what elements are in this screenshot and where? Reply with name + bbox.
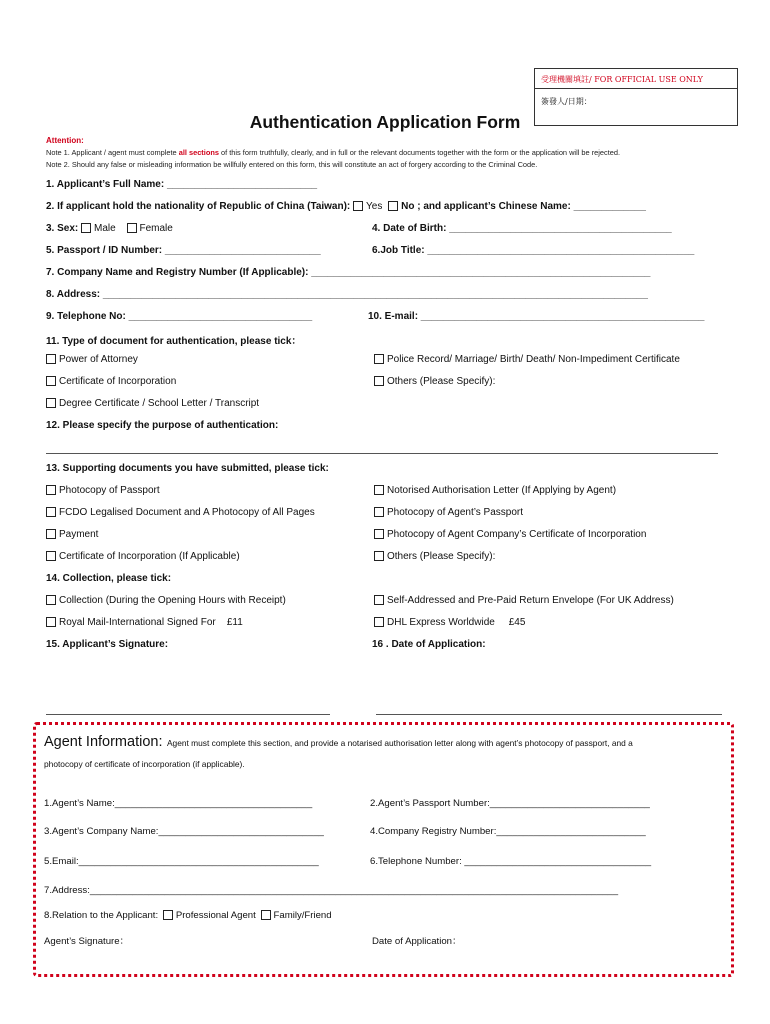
agent-address-field[interactable]: 7.Address:___________________________________________________________________________________________________: [44, 885, 619, 896]
checkbox[interactable]: [46, 485, 56, 495]
chinese-name-field[interactable]: No ; and applicant’s Chinese Name: _____________: [401, 201, 646, 212]
option-label: Degree Certificate / School Letter / Transcript: [59, 398, 260, 409]
agent-telephone-field[interactable]: 6.Telephone Number: ___________________________________: [370, 856, 652, 867]
doc-type-option[interactable]: [374, 376, 495, 387]
sex-female-checkbox[interactable]: [127, 223, 137, 233]
address-field[interactable]: 8. Address: __________________________________________________________________________________________________: [46, 289, 648, 300]
sex-row: [46, 223, 173, 234]
checkbox[interactable]: [374, 507, 384, 517]
applicant-signature-label: 15. Applicant’s Signature:: [46, 639, 169, 650]
applicant-name-field[interactable]: 1. Applicant’s Full Name: ___________________________: [46, 179, 318, 190]
option-label: Notorised Authorisation Letter (If Applying by Agent): [387, 485, 617, 496]
option-label: Certificate of Incorporation (If Applicable): [59, 551, 240, 562]
doc-type-option[interactable]: [374, 354, 680, 365]
nationality-row: [46, 201, 646, 212]
option-label: Photocopy of Agent’s Passport: [387, 507, 524, 518]
option-label: Others (Please Specify):: [387, 551, 496, 562]
dob-field[interactable]: 4. Date of Birth: ________________________________________: [372, 223, 672, 234]
family-friend-checkbox[interactable]: [261, 910, 271, 920]
agent-heading: Agent Information:: [44, 734, 163, 750]
agent-heading-row: [44, 733, 633, 751]
agent-relation-row: [44, 910, 332, 921]
professional-agent-checkbox[interactable]: [163, 910, 173, 920]
sex-male-checkbox[interactable]: [81, 223, 91, 233]
professional-agent-label: Professional Agent: [175, 910, 256, 921]
supporting-doc-option[interactable]: [46, 507, 315, 518]
telephone-field[interactable]: 9. Telephone No: _________________________________: [46, 311, 313, 322]
family-friend-label: Family/Friend: [273, 910, 332, 921]
checkbox[interactable]: [46, 551, 56, 561]
supporting-doc-option[interactable]: [374, 529, 646, 540]
supporting-doc-option[interactable]: [374, 507, 523, 518]
checkbox[interactable]: [46, 529, 56, 539]
doc-type-option[interactable]: [46, 376, 176, 387]
collection-option[interactable]: [374, 617, 525, 628]
doc-type-option[interactable]: [46, 354, 138, 365]
option-label: Self-Addressed and Pre-Paid Return Envelope (For UK Address): [387, 595, 674, 606]
checkbox[interactable]: [374, 376, 384, 386]
job-title-field[interactable]: 6.Job Title: ________________________________________________: [372, 245, 695, 256]
date-of-application-label: 16 . Date of Application:: [372, 639, 486, 650]
official-use-label: 受理機關填註/ FOR OFFICIAL USE ONLY: [535, 69, 737, 89]
passport-id-field[interactable]: 5. Passport / ID Number: ____________________________: [46, 245, 321, 256]
attention-heading: Attention:: [46, 136, 84, 145]
agent-instruction-2: photocopy of certificate of incorporation (if applicable).: [44, 759, 245, 769]
option-label: Power of Attorney: [59, 354, 138, 365]
note-2: Note 2. Should any false or misleading information be willfully entered on this form, this will constitute an act of forgery according to the Criminal Code.: [46, 160, 538, 169]
company-field[interactable]: 7. Company Name and Registry Number (If Applicable): _____________________________________________________________: [46, 267, 651, 278]
collection-option[interactable]: [46, 617, 243, 628]
option-label: Photocopy of Passport: [59, 485, 160, 496]
nationality-yes-label: Yes: [366, 201, 383, 212]
agent-instruction-1: Agent must complete this section, and provide a notarised authorisation letter along with agent’s photocopy of passport, and a: [166, 738, 633, 748]
checkbox[interactable]: [46, 376, 56, 386]
collection-option[interactable]: [46, 595, 286, 606]
checkbox[interactable]: [46, 617, 56, 627]
sex-label: 3. Sex:: [46, 223, 79, 234]
nationality-yes-checkbox[interactable]: [353, 201, 363, 211]
checkbox[interactable]: [374, 529, 384, 539]
sex-male-label: Male: [94, 223, 116, 234]
relation-label: 8.Relation to the Applicant:: [44, 910, 159, 921]
date-of-application-line[interactable]: [376, 714, 722, 715]
applicant-signature-line[interactable]: [46, 714, 330, 715]
email-field[interactable]: 10. E-mail: ___________________________________________________: [368, 311, 705, 322]
doc-type-option[interactable]: [46, 398, 259, 409]
checkbox[interactable]: [46, 507, 56, 517]
nationality-question: 2. If applicant hold the nationality of Republic of China (Taiwan):: [46, 201, 351, 212]
note-1-emphasis: all sections: [178, 148, 219, 157]
agent-date-label: Date of Application：: [372, 936, 462, 947]
checkbox[interactable]: [46, 595, 56, 605]
supporting-doc-option[interactable]: [46, 485, 160, 496]
agent-company-field[interactable]: 3.Agent’s Company Name:_______________________________: [44, 826, 324, 837]
section-12-heading: 12. Please specify the purpose of authentication:: [46, 420, 279, 431]
agent-signature-label: Agent’s Signature：: [44, 936, 130, 947]
agent-passport-field[interactable]: 2.Agent’s Passport Number:______________________________: [370, 798, 650, 809]
section-14-heading: 14. Collection, please tick:: [46, 573, 172, 584]
supporting-doc-option[interactable]: [46, 529, 98, 540]
section-11-heading: 11. Type of document for authentication, please tick：: [46, 336, 302, 347]
option-label: Police Record/ Marriage/ Birth/ Death/ Non-Impediment Certificate: [387, 354, 680, 365]
option-label: Royal Mail-International Signed For £11: [59, 617, 243, 628]
supporting-doc-option[interactable]: [46, 551, 240, 562]
issuer-date-label: 簽發人/日期：: [541, 97, 592, 106]
supporting-doc-option[interactable]: [374, 485, 616, 496]
option-label: DHL Express Worldwide £45: [387, 617, 526, 628]
option-label: Certificate of Incorporation: [59, 376, 177, 387]
option-label: Others (Please Specify):: [387, 376, 496, 387]
agent-registry-field[interactable]: 4.Company Registry Number:____________________________: [370, 826, 646, 837]
section-13-heading: 13. Supporting documents you have submitted, please tick:: [46, 463, 329, 474]
checkbox[interactable]: [46, 398, 56, 408]
sex-female-label: Female: [139, 223, 173, 234]
checkbox[interactable]: [374, 617, 384, 627]
checkbox[interactable]: [374, 485, 384, 495]
agent-name-field[interactable]: 1.Agent’s Name:_____________________________________: [44, 798, 313, 809]
nationality-no-checkbox[interactable]: [388, 201, 398, 211]
checkbox[interactable]: [374, 595, 384, 605]
checkbox[interactable]: [374, 551, 384, 561]
option-label: Collection (During the Opening Hours with Receipt): [59, 595, 286, 606]
option-label: Payment: [59, 529, 99, 540]
checkbox[interactable]: [46, 354, 56, 364]
note-1-post: of this form truthfully, clearly, and in full or the relevant documents together with the form or the application will be rejected.: [218, 148, 621, 157]
supporting-doc-option[interactable]: [374, 551, 495, 562]
option-label: FCDO Legalised Document and A Photocopy of All Pages: [59, 507, 315, 518]
collection-option[interactable]: [374, 595, 674, 606]
note-1: [46, 148, 620, 157]
checkbox[interactable]: [374, 354, 384, 364]
option-label: Photocopy of Agent Company’s Certificate of Incorporation: [387, 529, 647, 540]
agent-email-field[interactable]: 5.Email:_____________________________________________: [44, 856, 319, 867]
note-1-pre: Note 1. Applicant / agent must complete: [46, 148, 179, 157]
purpose-line[interactable]: [46, 453, 718, 454]
page-title: Authentication Application Form: [249, 112, 521, 132]
